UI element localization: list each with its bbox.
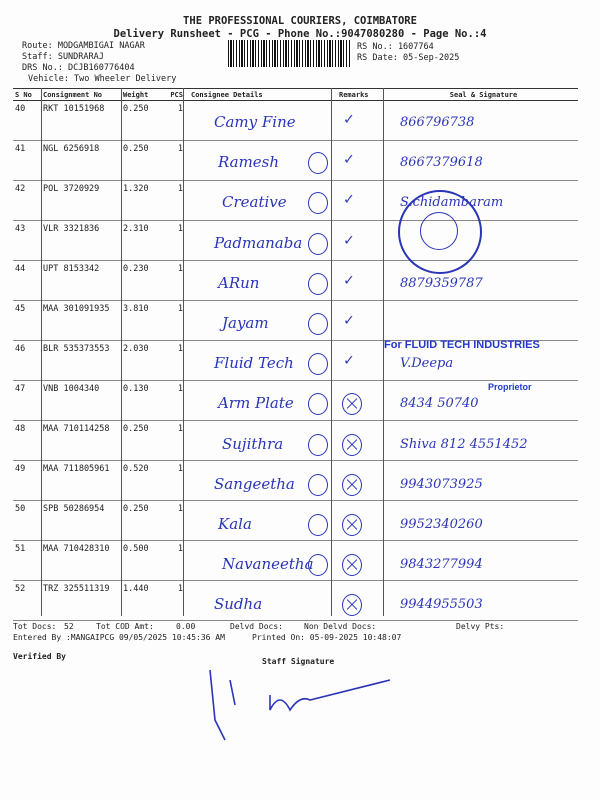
- remark-check-mark: ✓: [344, 269, 354, 289]
- row-sno: 45: [13, 301, 41, 341]
- row-weight: 0.250: [121, 141, 167, 181]
- delivered-circle-mark: [308, 434, 328, 456]
- signature-handwriting: Shiva 812 4551452: [400, 436, 528, 452]
- table-row: [13, 501, 578, 541]
- row-consignment-no: TRZ 325511319: [41, 581, 121, 621]
- total-docs-value: 52: [64, 622, 74, 631]
- col-seal: Seal & Signature: [389, 89, 578, 101]
- row-weight: 0.520: [121, 461, 167, 501]
- fluid-tech-stamp: For FLUID TECH INDUSTRIES: [384, 339, 540, 351]
- remark-check-mark: ✓: [344, 149, 354, 169]
- remark-cross-mark: [342, 474, 362, 496]
- remark-check-mark: ✓: [344, 189, 354, 209]
- row-weight: 0.250: [121, 421, 167, 461]
- col-pcs: PCS: [167, 89, 189, 101]
- total-cod-label: Tot COD Amt:: [96, 622, 154, 631]
- verified-by-label: Verified By: [13, 652, 66, 661]
- column-divider: [183, 88, 184, 616]
- delivered-circle-mark: [308, 273, 328, 295]
- row-consignment-no: UPT 8153342: [41, 261, 121, 301]
- staff-label: Staff: SUNDRARAJ: [22, 52, 104, 62]
- row-sno: 41: [13, 141, 41, 181]
- col-remarks: Remarks: [337, 89, 389, 101]
- non-delivered-docs-label: Non Delvd Docs:: [304, 622, 377, 631]
- runsheet-table: [13, 88, 578, 621]
- row-sno: 40: [13, 101, 41, 141]
- row-sno: 49: [13, 461, 41, 501]
- staff-signature-scribble: [170, 660, 410, 750]
- row-weight: 2.310: [121, 221, 167, 261]
- row-pcs: 1: [167, 581, 189, 621]
- row-consignment-no: POL 3720929: [41, 181, 121, 221]
- row-weight: 2.030: [121, 341, 167, 381]
- drs-label: DRS No.: DCJB160776404: [22, 63, 135, 73]
- delivery-points-label: Delvy Pts:: [456, 622, 505, 631]
- row-consignment-no: BLR 535373553: [41, 341, 121, 381]
- delivered-circle-mark: [308, 233, 328, 255]
- signature-handwriting: 9952340260: [400, 517, 483, 532]
- row-sno: 44: [13, 261, 41, 301]
- delivered-circle-mark: [308, 514, 328, 536]
- signature-handwriting: 8879359787: [400, 275, 483, 291]
- row-weight: 0.250: [121, 101, 167, 141]
- remark-check-mark: ✓: [344, 229, 354, 249]
- column-divider: [41, 88, 42, 616]
- column-divider: [383, 88, 384, 616]
- signature-handwriting: 9944955503: [400, 597, 483, 613]
- row-weight: 0.500: [121, 541, 167, 581]
- row-weight: 0.130: [121, 381, 167, 421]
- consignee-handwriting: Camy Fine: [214, 113, 296, 131]
- company-title: THE PROFESSIONAL COURIERS, COIMBATORE: [183, 15, 417, 27]
- row-consignment-no: VNB 1004340: [41, 381, 121, 421]
- row-weight: 1.440: [121, 581, 167, 621]
- row-pcs: 1: [167, 501, 189, 541]
- table-row: [13, 581, 578, 621]
- signature-handwriting: 866796738: [400, 115, 475, 130]
- row-sno: 47: [13, 381, 41, 421]
- consignee-handwriting: ARun: [218, 273, 260, 292]
- consignee-handwriting: Arm Plate: [218, 394, 294, 413]
- company-seal-inner: [420, 212, 458, 250]
- remark-cross-mark: [342, 434, 362, 456]
- row-sno: 43: [13, 221, 41, 261]
- signature-handwriting: 9943073925: [400, 476, 483, 492]
- row-pcs: 1: [167, 141, 189, 181]
- signature-handwriting: 9843277994: [400, 557, 483, 573]
- column-divider: [331, 88, 332, 616]
- row-pcs: 1: [167, 341, 189, 381]
- row-consignment-no: VLR 3321836: [41, 221, 121, 261]
- row-weight: 1.320: [121, 181, 167, 221]
- row-pcs: 1: [167, 541, 189, 581]
- row-weight: 0.250: [121, 501, 167, 541]
- remark-check-mark: ✓: [344, 109, 354, 128]
- rs-date: RS Date: 05-Sep-2025: [357, 53, 460, 63]
- consignee-handwriting: Sudha: [214, 595, 263, 614]
- barcode: [228, 40, 350, 67]
- row-pcs: 1: [167, 301, 189, 341]
- row-pcs: 1: [167, 101, 189, 141]
- col-consignee: Consignee Details: [189, 89, 337, 101]
- delivered-circle-mark: [308, 313, 328, 335]
- col-sno: S No: [13, 89, 41, 101]
- proprietor-stamp: Proprietor: [488, 382, 532, 392]
- row-pcs: 1: [167, 421, 189, 461]
- row-consignment-no: MAA 710428310: [41, 541, 121, 581]
- column-divider: [121, 88, 122, 616]
- remark-cross-mark: [342, 514, 362, 536]
- row-sno: 48: [13, 421, 41, 461]
- consignee-handwriting: Sujithra: [222, 434, 284, 453]
- row-pcs: 1: [167, 221, 189, 261]
- delivered-circle-mark: [308, 474, 328, 496]
- total-docs-label: Tot Docs:: [13, 622, 57, 631]
- total-cod-value: 0.00: [176, 622, 196, 631]
- vehicle-label: Vehicle: Two Wheeler Delivery: [28, 74, 177, 84]
- consignee-handwriting: Creative: [222, 193, 287, 212]
- table-header-row: [13, 89, 578, 101]
- consignee-handwriting: Fluid Tech: [214, 354, 294, 373]
- row-sno: 42: [13, 181, 41, 221]
- consignee-handwriting: Ramesh: [218, 153, 280, 172]
- consignee-handwriting: Jayam: [222, 314, 269, 332]
- row-sno: 50: [13, 501, 41, 541]
- col-weight: Weight: [121, 89, 167, 101]
- table-row: [13, 301, 578, 341]
- row-pcs: 1: [167, 461, 189, 501]
- table-row: [13, 261, 578, 301]
- row-weight: 3.810: [121, 301, 167, 341]
- delivered-docs-label: Delvd Docs:: [230, 622, 283, 631]
- row-weight: 0.230: [121, 261, 167, 301]
- row-pcs: 1: [167, 181, 189, 221]
- row-consignment-no: MAA 301091935: [41, 301, 121, 341]
- rs-number: RS No.: 1607764: [357, 42, 434, 52]
- row-sno: 46: [13, 341, 41, 381]
- row-pcs: 1: [167, 381, 189, 421]
- row-consignment-no: MAA 711805961: [41, 461, 121, 501]
- remark-check-mark: ✓: [344, 310, 354, 329]
- row-consignment-no: SPB 50286954: [41, 501, 121, 541]
- consignee-handwriting: Sangeetha: [214, 474, 295, 493]
- row-consignment-no: MAA 710114258: [41, 421, 121, 461]
- route-label: Route: MODGAMBIGAI NAGAR: [22, 41, 145, 51]
- col-consignment: Consignment No: [41, 89, 121, 101]
- row-sno: 51: [13, 541, 41, 581]
- signature-handwriting: 8434 50740: [400, 396, 479, 412]
- signature-handwriting: V.Deepa: [400, 356, 454, 372]
- staff-signature-label: Staff Signature: [262, 657, 335, 666]
- consignee-handwriting: Kala: [218, 515, 252, 533]
- row-pcs: 1: [167, 261, 189, 301]
- remark-check-mark: ✓: [344, 350, 354, 370]
- row-consignee: [189, 581, 337, 621]
- row-seal-signature: [389, 301, 578, 341]
- signature-handwriting: 8667379618: [400, 155, 483, 171]
- row-sno: 52: [13, 581, 41, 621]
- consignee-handwriting: Navaneetha: [222, 555, 314, 574]
- signature-handwriting: S.chidambaram: [400, 195, 504, 211]
- table-row: [13, 461, 578, 501]
- printed-on: Printed On: 05-09-2025 10:48:07: [252, 633, 402, 642]
- entered-by: Entered By :MANGAIPCG 09/05/2025 10:45:36 AM: [13, 633, 225, 642]
- runsheet-subtitle: Delivery Runsheet - PCG - Phone No.:9047080280 - Page No.:4: [113, 28, 487, 40]
- row-consignment-no: RKT 10151968: [41, 101, 121, 141]
- row-consignment-no: NGL 6256918: [41, 141, 121, 181]
- table-row: [13, 141, 578, 181]
- consignee-handwriting: Padmanaba: [214, 233, 303, 252]
